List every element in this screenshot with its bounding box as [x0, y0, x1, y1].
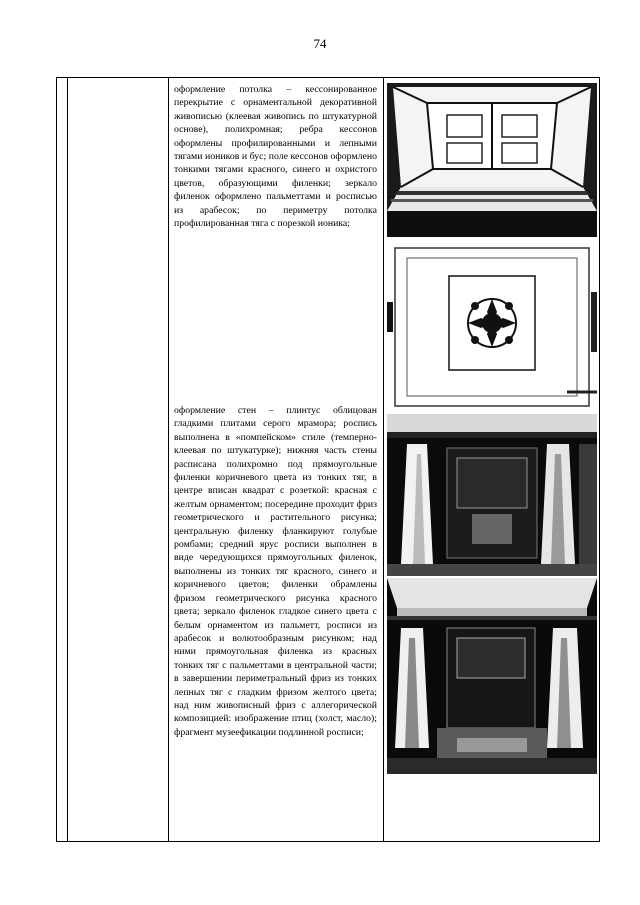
- ceiling-rosette-photo: [387, 242, 597, 412]
- column-divider: [67, 78, 68, 841]
- walls-description: [174, 404, 377, 739]
- ceiling-description-text: оформление потолка – кессонированное перекрытие с орнаментальной декоративной живописью (клеевая живопись по штукатурной основе), полихромная; ребра кессонов оформлены профилированными и лепными тягами иоников и бус; поле кессонов оформлено тонкими тягами красного, синего и охристого цветов, образующими филенки; зеркало филенок оформлено пальметтами и росписью из арабесок; по периметру потолка профилированная тяга с порезкой ионика;: [174, 84, 377, 230]
- description-table: [56, 77, 600, 842]
- hall-interior-photo: [387, 578, 597, 774]
- walls-description-text: оформление стен – плинтус облицован гладкими плитами серого мрамора; роспись выполнена в «помпейском» стиле (темперно-клеевая по штукатурке); нижняя часть стены расписана полихромно под прямоугольные филенки коричневого цвета из тонких тяг, в центре вписан квадрат с розеткой: красная с желтым орнаментом; посередине проходит фриз геометрического и растительного рисунка; центральную филенку фланкируют голубые ромбами; средний ярус росписи выполнен в виде чередующихся прямоугольных филенок, выполнены из тонких тяг красного, синего и коричневого цветов; филенки обрамлены фризом геометрического рисунка красного цвета; зеркало филенок гладкое синего цвета с белым орнаментом из пальметт, росписи из арабесок и волютообразным рисунком; над ними прямоугольная филенка из красных тонких тяг с пальметтами в центральной части; в завершении периметральный фриз из тонких лепных тяг с гладким фризом желтого цвета; над ним живописный фриз с аллегорической композицией: изображение птиц (холст, масло); фрагмент музеефикации подлинной росписи;: [174, 405, 377, 738]
- column-divider: [168, 78, 169, 841]
- column-divider: [383, 78, 384, 841]
- wall-curtains-photo: [387, 414, 597, 576]
- ceiling-coffers-photo: [387, 83, 597, 237]
- ceiling-description: [174, 83, 377, 230]
- page-number: 74: [313, 36, 327, 51]
